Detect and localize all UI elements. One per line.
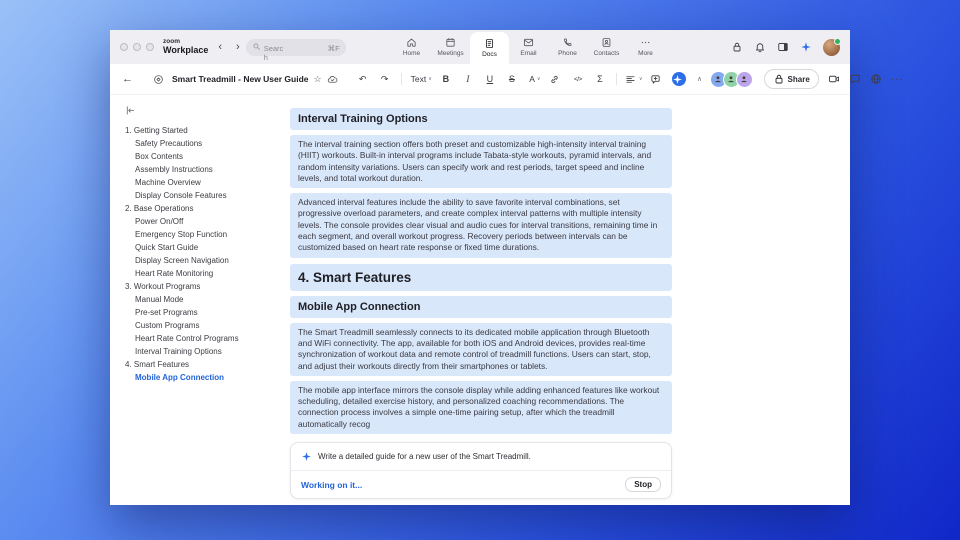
toc-item[interactable]: Assembly Instructions [135,165,213,174]
toc-item[interactable]: Pre-set Programs [135,308,198,317]
toolbar-divider[interactable] [401,73,402,85]
document-title: Smart Treadmill - New User Guide [172,74,309,84]
doc-block[interactable]: Advanced interval features include the ability to save favorite interval combinations, set progressive overload parameters, and create complex interval patterns with multiple intensity levels. The console provides clear visual and audio cues for interval transitions, remaining time in each segment, and overall workout progress. Recovery periods between intervals can be customized based on heart rate response or fixed time durations. [290,193,672,257]
tab-email[interactable]: Email [509,30,548,64]
star-favorite-icon[interactable]: ☆ [313,73,322,84]
italic-button[interactable]: I [466,74,470,84]
chat-icon[interactable] [849,73,861,85]
toc-item[interactable]: Machine Overview [135,178,201,187]
tab-meetings[interactable]: Meetings [431,30,470,64]
search-placeholder: Search [263,43,284,62]
code-button[interactable]: </> [573,75,582,83]
zoom-workplace-logo: zoom Workplace [163,37,209,56]
video-call-icon[interactable] [828,73,840,85]
doc-block[interactable]: Mobile App Connection [290,296,672,318]
doc-block[interactable]: The Smart Treadmill seamlessly connects to its dedicated mobile application through Bluetooth and WiFi connectivity. The app, available for both iOS and Android devices, provides real-time synchronization of workout data and remote control of treadmill functions. Users can start, stop, and adjust their workouts directly from their smartphones or tablets. [290,323,672,376]
tab-icon [562,37,573,48]
doc-block[interactable]: The mobile app interface mirrors the console display while adding enhanced features like workout scheduling, detailed exercise history, and personalized coaching recommendations. The connection process involves a simple one-time pairing setup, after which the treadmill automatically recog [290,381,672,434]
person-icon [739,74,749,84]
doc-block[interactable]: Interval Training Options [290,108,672,130]
nav-forward-button[interactable]: › [236,41,240,53]
cloud-saved-icon [327,74,338,85]
app-tab-bar [392,30,665,64]
toc-item[interactable]: Custom Programs [135,321,200,330]
person-icon [713,74,723,84]
toc-item[interactable]: Heart Rate Control Programs [135,334,239,343]
ai-prompt-text: Write a detailed guide for a new user of the Smart Treadmill. [318,452,531,462]
person-icon [726,74,736,84]
docs-home-icon[interactable] [153,74,164,85]
user-avatar[interactable] [823,39,840,56]
minimize-window-button[interactable] [133,43,141,51]
stop-button[interactable]: Stop [625,477,661,492]
close-window-button[interactable] [120,43,128,51]
formatting-tools [354,70,710,88]
ai-companion-sparkle-icon[interactable] [800,41,812,53]
collapse-toolbar-button[interactable]: ∧ [696,76,703,83]
nav-back-button[interactable]: ‹ [218,41,223,53]
toc-item[interactable]: Manual Mode [135,295,184,304]
lock-icon [773,73,785,85]
toc-item[interactable]: Safety Precautions [135,139,203,148]
document-toolbar [110,64,904,95]
ai-status-text: Working on it... [301,479,363,490]
maximize-window-button[interactable] [146,43,154,51]
document-body [290,108,672,434]
ai-companion-panel [290,442,672,499]
search-input[interactable] [246,39,346,62]
toc-item[interactable]: 1. Getting Started [125,126,188,135]
ai-companion-button[interactable] [672,72,686,86]
app-window [110,30,904,505]
tab-more[interactable]: More [626,30,665,64]
side-panel-icon[interactable] [777,41,789,53]
collapse-sidebar-icon[interactable] [125,105,136,116]
tab-contacts[interactable]: Contacts [587,30,626,64]
toc-item[interactable]: 2. Base Operations [125,204,194,213]
toc-item[interactable]: Interval Training Options [135,347,222,356]
underline-button[interactable]: U [486,74,494,84]
toc-item[interactable]: Display Console Features [135,191,227,200]
doc-back-button[interactable]: ← [122,73,133,85]
share-button[interactable]: Share [764,69,819,89]
search-shortcut: ⌘F [327,43,340,53]
presence-status-dot [834,38,841,45]
link-button[interactable] [547,70,566,88]
notifications-bell-icon[interactable] [754,41,766,53]
redo-button[interactable]: ↷ [380,73,389,84]
text-style-dropdown[interactable]: Text ∨ [410,74,432,84]
toc-item[interactable]: Quick Start Guide [135,243,199,252]
bold-button[interactable]: B [442,74,450,84]
formula-button[interactable]: Σ [597,74,603,84]
tab-home[interactable]: Home [392,30,431,64]
toc-item[interactable]: 3. Workout Programs [125,282,201,291]
tab-icon [484,38,495,49]
search-icon [252,42,261,51]
collaborator-avatars [710,71,753,88]
toolbar-divider[interactable] [616,73,617,85]
document-canvas[interactable] [278,95,850,505]
tab-icon [406,37,417,48]
strikethrough-button[interactable]: S [508,74,515,84]
toc-item[interactable]: Mobile App Connection [135,373,225,382]
toc-list [125,124,278,384]
toc-item[interactable]: 4. Smart Features [125,360,190,369]
toc-item[interactable]: Heart Rate Monitoring [135,269,214,278]
lock-icon[interactable] [731,41,743,53]
more-options-button[interactable]: ··· [890,73,904,85]
doc-block[interactable]: The interval training section offers both preset and customizable high-intensity interval training (HIIT) workouts. Built-in interval programs include Tabata-style workouts, pyramid intervals, and random intensity variations. Users can specify work and rest periods, target speed and incline levels, and total workout duration. [290,135,672,188]
tab-icon [445,37,456,48]
titlebar [110,30,850,64]
table-of-contents [110,95,278,505]
tab-icon [640,37,651,48]
doc-block[interactable]: 4. Smart Features [290,264,672,291]
tab-phone[interactable]: Phone [548,30,587,64]
toc-item[interactable]: Emergency Stop Function [135,230,228,239]
toc-item[interactable]: Power On/Off [135,217,184,226]
undo-button[interactable]: ↶ [358,73,367,84]
ai-sparkle-icon [301,451,312,462]
tab-icon [601,37,612,48]
comment-button[interactable] [648,70,667,88]
tab-icon [523,37,534,48]
toc-item[interactable]: Box Contents [135,152,184,161]
align-dropdown[interactable]: ∨ [623,70,645,88]
text-color-dropdown[interactable]: A ∨ [529,74,541,84]
window-controls[interactable] [120,43,154,51]
globe-language-icon[interactable] [870,73,882,85]
collaborator-avatar[interactable] [736,71,753,88]
tab-docs[interactable]: Docs [470,32,509,64]
toc-item[interactable]: Display Screen Navigation [135,256,229,265]
